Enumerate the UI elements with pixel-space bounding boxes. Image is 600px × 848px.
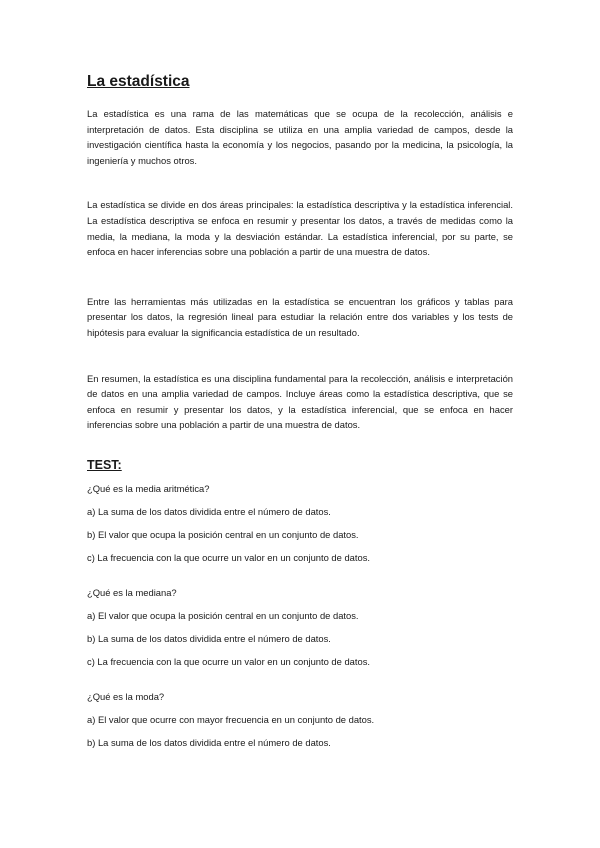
answer-option: a) El valor que ocupa la posición central en un conjunto de datos. xyxy=(87,609,359,621)
answer-option: a) La suma de los datos dividida entre el número de datos. xyxy=(87,505,331,517)
answer-option: c) La frecuencia con la que ocurre un valor en un conjunto de datos. xyxy=(87,655,370,667)
paragraph-tools: Entre las herramientas más utilizadas en la estadística se encuentran los gráficos y tablas para presentar los datos, la regresión lineal para estudiar la relación entre dos variables y los tests de hipótesis para evaluar la significancia estadística de un resultado. xyxy=(87,295,513,338)
question-block xyxy=(87,586,513,668)
paragraph-summary: En resumen, la estadística es una disciplina fundamental para la recolección, análisis e interpretación de datos en una amplia variedad de campos. Incluye áreas como la estadística descriptiva, que se enfoca en resumir y presentar los datos, y la estadística inferencial, que se enfoca en hacer inferencias sobre una población a partir de una muestra de datos. xyxy=(87,372,513,431)
document-title: La estadística xyxy=(87,73,190,90)
question-block xyxy=(87,690,513,749)
question-block xyxy=(87,482,513,564)
answer-option: b) La suma de los datos dividida entre el número de datos. xyxy=(87,632,331,644)
question-text: ¿Qué es la media aritmética? xyxy=(87,482,210,494)
answer-option: b) El valor que ocupa la posición central en un conjunto de datos. xyxy=(87,528,359,540)
paragraph-intro: La estadística es una rama de las matemáticas que se ocupa de la recolección, análisis e interpretación de datos. Esta disciplina se utiliza en una amplia variedad de campos, desde la investigación científica hasta la economía y los negocios, pasando por la medicina, la psicología, la ingeniería y muchos otros. xyxy=(87,108,513,166)
answer-option: b) La suma de los datos dividida entre el número de datos. xyxy=(87,736,331,748)
answer-option: a) El valor que ocurre con mayor frecuencia en un conjunto de datos. xyxy=(87,713,375,725)
paragraph-areas: La estadística se divide en dos áreas principales: la estadística descriptiva y la estadística inferencial. La estadística descriptiva se enfoca en resumir y presentar los datos, a través de medidas como la media, la mediana, la moda y la desviación estándar. La estadística inferencial, por su parte, se enfoca en hacer inferencias sobre una población a partir de una muestra de datos. xyxy=(87,199,513,258)
test-heading: TEST: xyxy=(87,457,122,472)
question-text: ¿Qué es la mediana? xyxy=(87,586,177,598)
question-text: ¿Qué es la moda? xyxy=(87,690,165,702)
answer-option: c) La frecuencia con la que ocurre un valor en un conjunto de datos. xyxy=(87,551,370,563)
